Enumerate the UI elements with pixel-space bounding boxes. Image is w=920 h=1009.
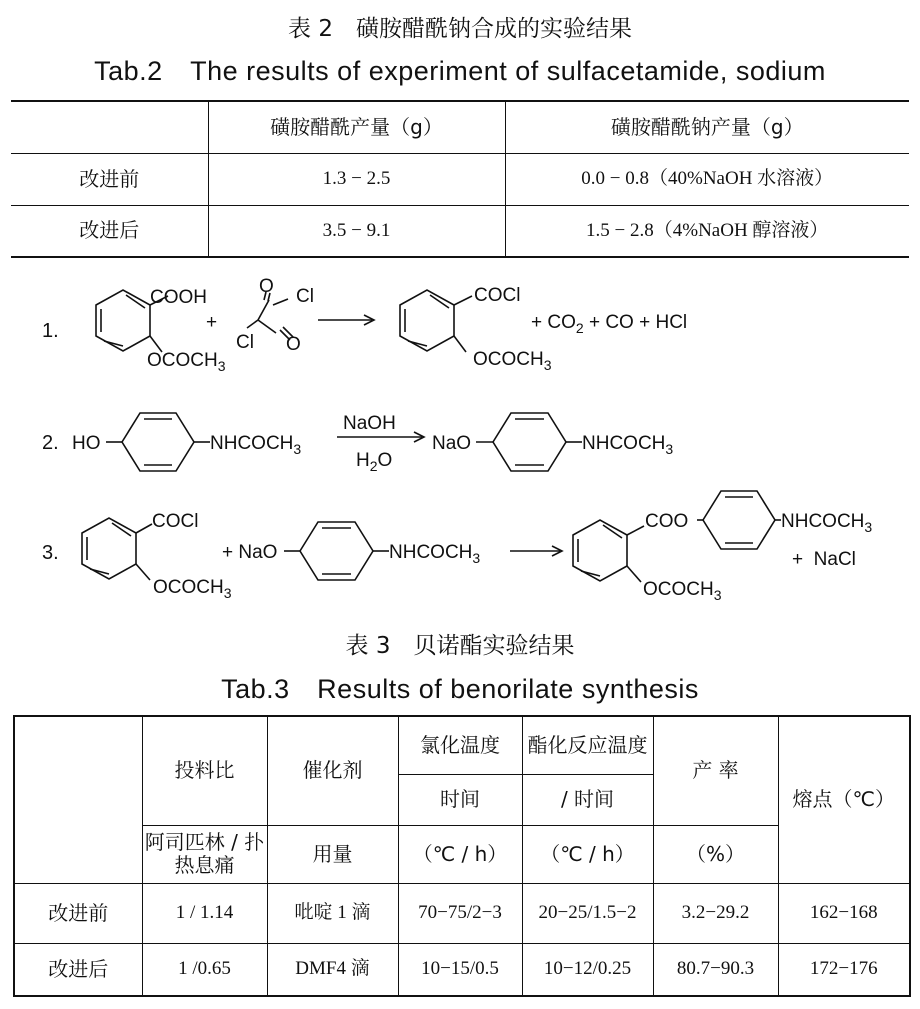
reaction-arrow xyxy=(318,315,374,325)
table2-header-row xyxy=(11,101,909,153)
table3-cell: 1 / 1.14 xyxy=(142,883,267,943)
byproducts: + $CO_2$ + CO + HCl xyxy=(531,312,688,336)
aspirin-ester: $OCOCH_3$ xyxy=(147,350,226,374)
table-row xyxy=(14,943,910,996)
table3-header-chlorination-time: 时间 xyxy=(398,774,522,825)
oxalyl-cl1: Cl xyxy=(296,286,314,307)
phenolate-ring xyxy=(476,413,582,471)
table3-row-label: 改进前 xyxy=(14,883,142,943)
phenolate-ring xyxy=(284,522,389,580)
reaction-3-amide: $NHCOCH_3$ xyxy=(389,542,481,566)
reaction-1 xyxy=(42,276,687,374)
table3 xyxy=(13,715,911,997)
reaction-2-nao: NaO xyxy=(432,433,472,454)
benorilate-ester: $OCOCH_3$ xyxy=(643,579,722,603)
acetylsalicyloyl-chloride-structure xyxy=(400,290,472,352)
table3-header-ratio: 投料比 xyxy=(142,716,267,825)
table3-header-yield-unit: （%） xyxy=(653,825,778,883)
reaction-3-cocl: COCl xyxy=(152,511,199,532)
table3-cell: 吡啶 1 滴 xyxy=(267,883,398,943)
table2-header-sulfacetamide: 磺胺醋酰产量（g） xyxy=(208,101,505,153)
table3-cell: 20−25/1.5−2 xyxy=(522,883,653,943)
reaction-scheme xyxy=(0,270,920,615)
table2 xyxy=(11,100,909,258)
product-ester: $OCOCH_3$ xyxy=(473,349,552,373)
benorilate-coo: COO xyxy=(645,511,689,532)
table3-header-catalyst: 催化剂 xyxy=(267,716,398,825)
table3-cell: 10−15/0.5 xyxy=(398,943,522,996)
table3-header-chlorination: 氯化温度 xyxy=(398,716,522,774)
table3-header-row xyxy=(14,716,910,774)
reaction-2-amide: $NHCOCH_3$ xyxy=(210,433,302,457)
oxalyl-cl2: Cl xyxy=(236,332,254,353)
table-row xyxy=(11,205,909,257)
byproduct-nacl: + NaCl xyxy=(792,549,856,570)
reaction-2-number: 2. xyxy=(42,432,59,454)
table-row xyxy=(11,153,909,205)
reaction-2-ho: HO xyxy=(72,433,101,454)
table3-header-yield: 产 率 xyxy=(653,716,778,825)
table2-cell: 1.5 − 2.8（4%NaOH 醇溶液） xyxy=(505,205,909,257)
table3-row-label: 改进后 xyxy=(14,943,142,996)
table2-row-label: 改进前 xyxy=(11,153,208,205)
reaction-3 xyxy=(42,491,872,603)
table-row xyxy=(14,883,910,943)
table3-header-blank xyxy=(14,716,142,883)
table3-header-row xyxy=(14,825,910,883)
reaction-3-ester: $OCOCH_3$ xyxy=(153,577,232,601)
table2-cell: 3.5 − 9.1 xyxy=(208,205,505,257)
table3-cell: 162−168 xyxy=(778,883,910,943)
table2-row-label: 改进后 xyxy=(11,205,208,257)
table3-header-esterification: 酯化反应温度 xyxy=(522,716,653,774)
table2-caption-zh: 表 2 磺胺醋酰钠合成的实验结果 xyxy=(288,16,632,42)
table3-header-esterification-time: / 时间 xyxy=(522,774,653,825)
acid-chloride-structure xyxy=(82,518,152,580)
benorilate-structure xyxy=(573,491,781,582)
aspirin-cooh: COOH xyxy=(150,287,207,308)
reaction-2-product-amide: $NHCOCH_3$ xyxy=(582,433,674,457)
table2-header-blank xyxy=(11,101,208,153)
solvent-water: $H_2O$ xyxy=(356,450,393,474)
table3-header-chlorination-unit: （℃ / h） xyxy=(398,825,522,883)
table3-header-catalyst-sub: 用量 xyxy=(267,825,398,883)
table2-cell: 1.3 − 2.5 xyxy=(208,153,505,205)
reaction-arrow xyxy=(510,546,562,556)
table3-cell: 80.7−90.3 xyxy=(653,943,778,996)
table3-header-esterification-unit: （℃ / h） xyxy=(522,825,653,883)
benorilate-amide: $NHCOCH_3$ xyxy=(781,511,873,535)
phenol-ring xyxy=(106,413,210,471)
plus-sign: + xyxy=(206,312,218,333)
table2-cell: 0.0 − 0.8（40%NaOH 水溶液） xyxy=(505,153,909,205)
oxalyl-o2: O xyxy=(286,334,301,355)
table3-cell: 172−176 xyxy=(778,943,910,996)
oxalyl-o1: O xyxy=(259,276,274,297)
table3-cell: 1 /0.65 xyxy=(142,943,267,996)
reaction-2 xyxy=(42,413,673,474)
table3-cell: DMF4 滴 xyxy=(267,943,398,996)
table2-header-sodium: 磺胺醋酰钠产量（g） xyxy=(505,101,909,153)
table3-cell: 10−12/0.25 xyxy=(522,943,653,996)
table3-caption-en: Tab.3 Results of benorilate synthesis xyxy=(221,674,699,704)
reagent-naoh: NaOH xyxy=(343,413,396,434)
reaction-3-nao: + NaO xyxy=(222,542,278,563)
table3-cell: 3.2−29.2 xyxy=(653,883,778,943)
table3-caption-zh: 表 3 贝诺酯实验结果 xyxy=(345,633,575,659)
reaction-1-number: 1. xyxy=(42,320,59,342)
product-cocl: COCl xyxy=(474,285,521,306)
reaction-3-number: 3. xyxy=(42,542,59,564)
table3-header-ratio-sub: 阿司匹林 / 扑热息痛 xyxy=(142,825,267,883)
table3-cell: 70−75/2−3 xyxy=(398,883,522,943)
table2-caption-en: Tab.2 The results of experiment of sulfacetamide, sodium xyxy=(94,56,826,86)
table3-header-mp: 熔点（℃） xyxy=(778,716,910,883)
